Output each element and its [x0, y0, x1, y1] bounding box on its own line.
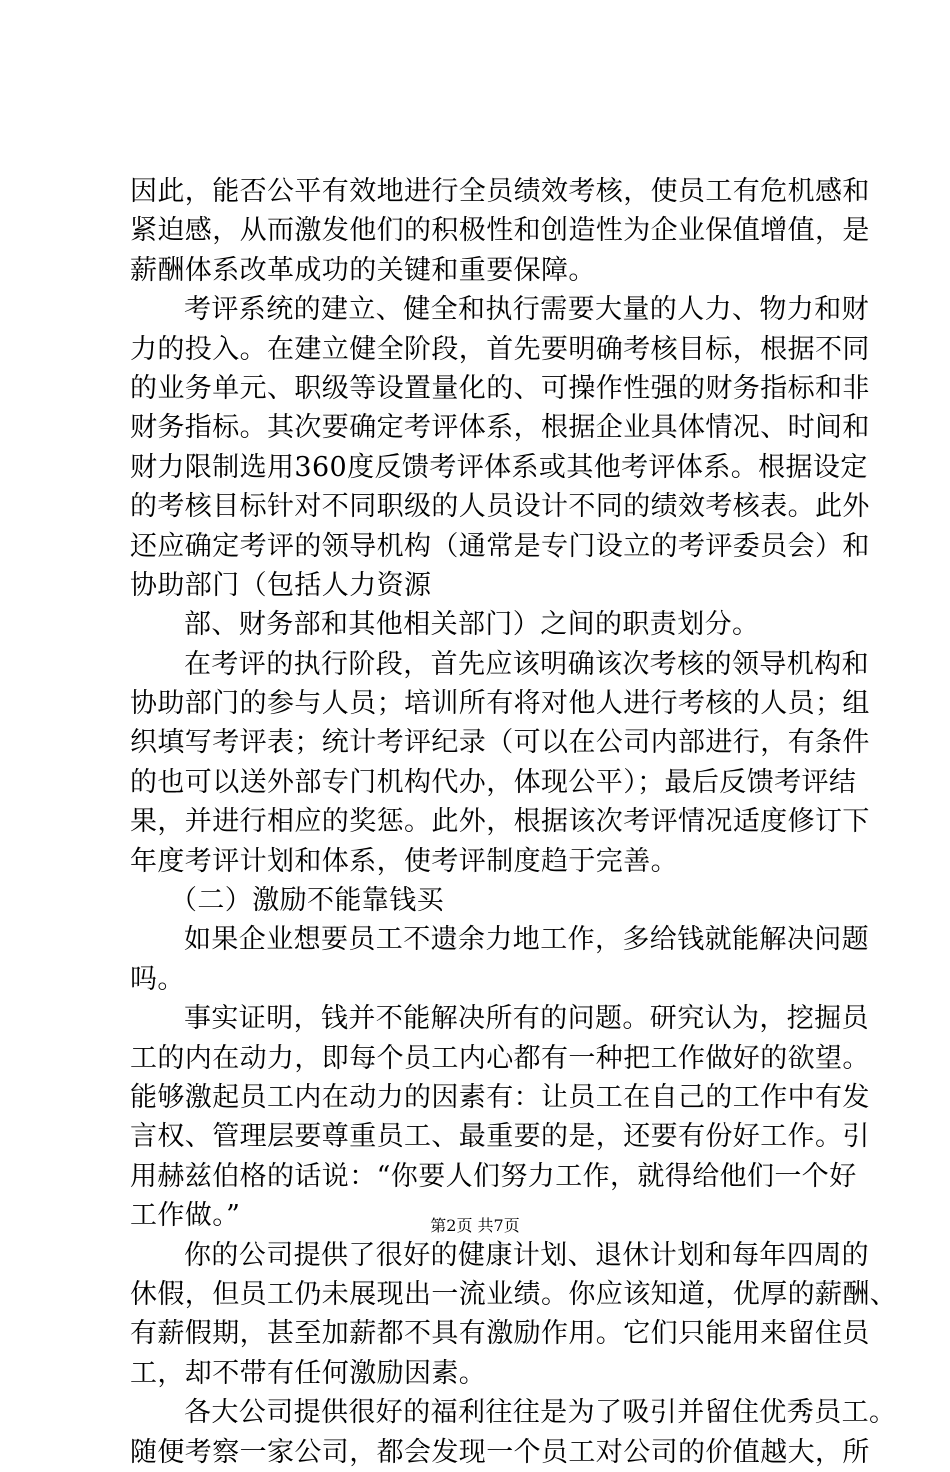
text-line: 薪酬体系改革成功的关键和重要保障。	[130, 254, 596, 286]
text-line: 言权、管理层要尊重员工、最重要的是，还要有份好工作。引	[130, 1121, 870, 1153]
text-line: 部、财务部和其他相关部门）之间的职责划分。	[184, 609, 760, 641]
text-line: 年度考评计划和体系，使考评制度趋于完善。	[130, 845, 678, 877]
text-line: 的考核目标针对不同职级的人员设计不同的绩效考核表。此外	[130, 491, 870, 523]
text-line: 还应确定考评的领导机构（通常是专门设立的考评委员会）和	[130, 530, 870, 562]
page-number-footer: 第2页 共7页	[430, 1216, 520, 1235]
text-line: 工，却不带有任何激励因素。	[130, 1357, 487, 1389]
text-line: 用赫兹伯格的话说：“你要人们努力工作，就得给他们一个好	[130, 1160, 857, 1192]
text-line: 随便考察一家公司，都会发现一个员工对公司的价值越大，所	[130, 1436, 870, 1468]
paragraph-start-line: 考评系统的建立、健全和执行需要大量的人力、物力和财	[184, 294, 869, 326]
paragraph-start-line: 如果企业想要员工不遗余力地工作，多给钱就能解决问题	[184, 924, 869, 956]
paragraph-start-line: 在考评的执行阶段，首先应该明确该次考核的领导机构和	[184, 648, 869, 680]
text-line: 吗。	[130, 963, 185, 995]
text-line: 财务指标。其次要确定考评体系，根据企业具体情况、时间和	[130, 412, 870, 444]
paragraph-start-line: 事实证明，钱并不能解决所有的问题。研究认为，挖掘员	[184, 1003, 869, 1035]
text-line: 能够激起员工内在动力的因素有：让员工在自己的工作中有发	[130, 1081, 870, 1113]
text-line: 织填写考评表；统计考评纪录（可以在公司内部进行，有条件	[130, 727, 870, 759]
section-heading: （二）激励不能靠钱买	[170, 885, 444, 917]
paragraph-start-line: 各大公司提供很好的福利往往是为了吸引并留住优秀员工。	[184, 1397, 897, 1429]
text-line: 因此，能否公平有效地进行全员绩效考核，使员工有危机感和	[130, 176, 870, 207]
text-line: 的业务单元、职级等设置量化的、可操作性强的财务指标和非	[130, 372, 870, 404]
text-line: 力的投入。在建立健全阶段，首先要明确考核目标，根据不同	[130, 333, 870, 365]
paragraph-start-line: 你的公司提供了很好的健康计划、退休计划和每年四周的	[184, 1239, 869, 1271]
text-line: 有薪假期，甚至加薪都不具有激励作用。它们只能用来留住员	[130, 1318, 870, 1350]
text-line: 休假，但员工仍未展现出一流业绩。你应该知道，优厚的薪酬、	[130, 1278, 898, 1310]
text-line: 协助部门的参与人员；培训所有将对他人进行考核的人员；组	[130, 688, 870, 720]
text-line: 协助部门（包括人力资源	[130, 569, 432, 601]
text-line: 工作做。”	[130, 1200, 241, 1232]
text-line: 财力限制选用360度反馈考评体系或其他考评体系。根据设定	[130, 451, 868, 483]
text-line: 的也可以送外部专门机构代办，体现公平）；最后反馈考评结	[130, 766, 857, 798]
text-line: 果，并进行相应的奖惩。此外，根据该次考评情况适度修订下	[130, 806, 870, 838]
text-line: 紧迫感，从而激发他们的积极性和创造性为企业保值增值，是	[130, 215, 870, 247]
document-body	[130, 172, 898, 1472]
text-line: 工的内在动力，即每个员工内心都有一种把工作做好的欲望。	[130, 1042, 870, 1074]
